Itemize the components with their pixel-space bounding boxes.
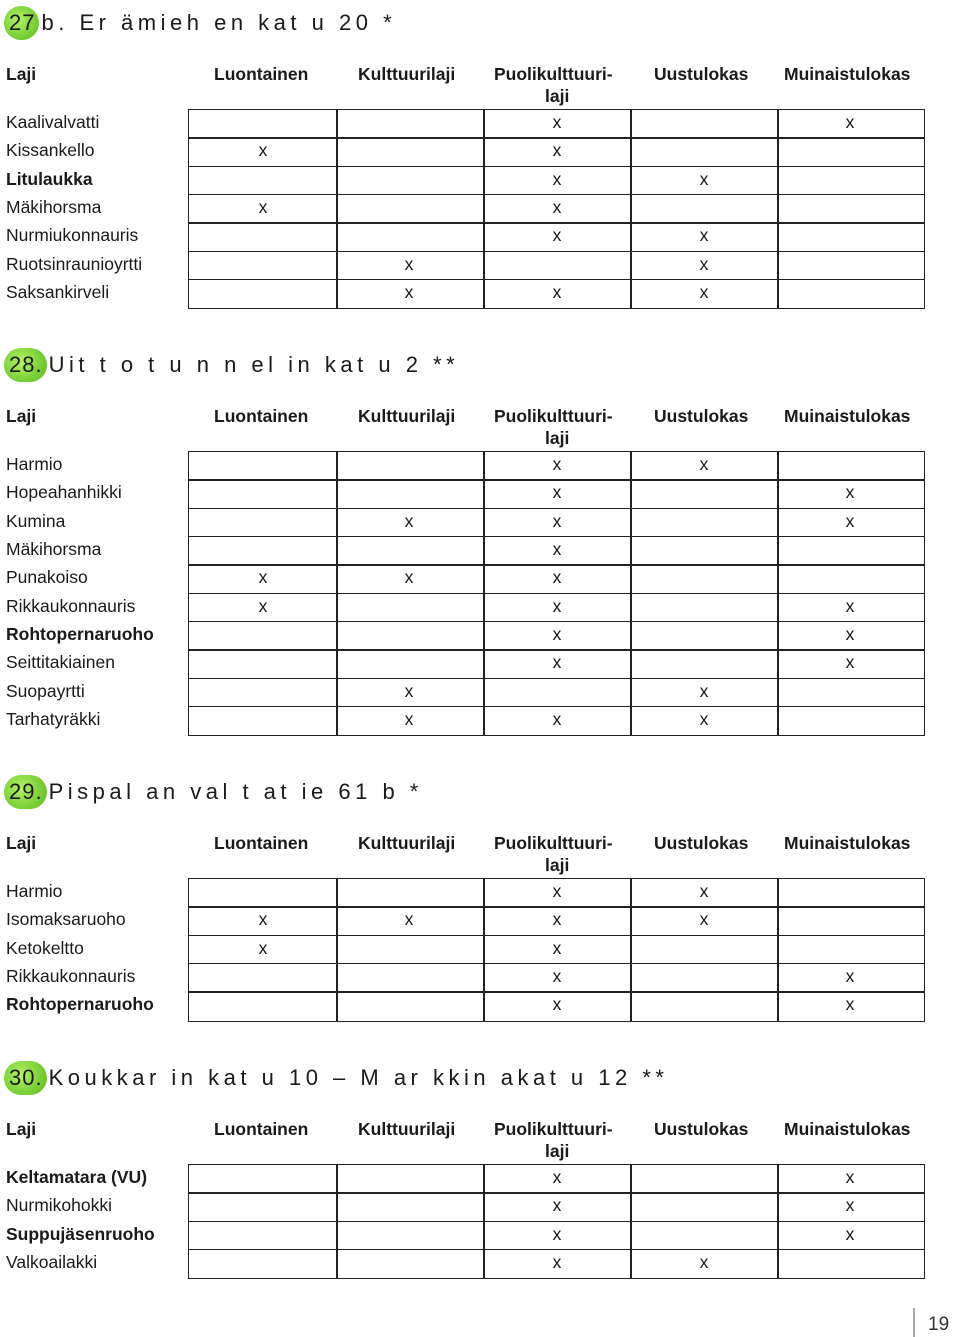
mark-cell: x [552, 196, 562, 217]
table-row [0, 564, 960, 592]
column-header: Puolikulttuuri- [494, 833, 613, 853]
section-heading [4, 5, 396, 41]
species-name: Ketokeltto [6, 937, 84, 958]
mark-cell: x [699, 454, 709, 474]
table-row [0, 279, 960, 307]
mark-cell: x [258, 595, 268, 616]
mark-cell: x [699, 909, 709, 930]
column-header: laji [545, 855, 570, 875]
mark-cell: x [845, 112, 855, 132]
column-header: Kulttuurilaji [358, 406, 456, 426]
table-row [0, 1192, 960, 1220]
mark-cell: x [404, 281, 414, 302]
column-header: Kulttuurilaji [358, 64, 456, 84]
page-number: 19 [928, 1314, 950, 1335]
column-header: Luontainen [214, 833, 309, 853]
mark-cell: x [552, 112, 562, 132]
species-name: Ruotsinraunioyrtti [6, 253, 143, 274]
section-title: Pispal an val t at ie 61 b * [48, 779, 423, 804]
column-header: Muinaistulokas [784, 64, 911, 84]
column-header: Muinaistulokas [784, 406, 911, 426]
mark-cell: x [404, 909, 414, 930]
column-header: laji [545, 428, 570, 448]
column-header: Muinaistulokas [784, 833, 911, 853]
species-name: Seittitakiainen [6, 652, 115, 673]
column-header: laji [545, 1141, 570, 1161]
species-name: Valkoailakki [6, 1251, 98, 1272]
table-row [0, 536, 960, 564]
table-row [0, 878, 960, 906]
mark-cell: x [845, 1195, 855, 1216]
table-row [0, 649, 960, 677]
mark-cell: x [699, 281, 709, 302]
column-header: Kulttuurilaji [358, 833, 456, 853]
mark-cell: x [552, 168, 562, 189]
mark-cell: x [845, 623, 855, 644]
column-header: Uustulokas [654, 833, 749, 853]
mark-cell: x [258, 567, 268, 588]
mark-cell: x [552, 454, 562, 474]
table-row [0, 706, 960, 734]
mark-cell: x [552, 140, 562, 161]
species-name: Tarhatyräkki [6, 708, 101, 729]
mark-cell: x [845, 1167, 855, 1187]
section-title: b. Er ämieh en kat u 20 * [41, 10, 397, 35]
mark-cell: x [552, 881, 562, 901]
mark-cell: x [404, 680, 414, 701]
column-header: Laji [6, 64, 37, 84]
table-row [0, 678, 960, 706]
mark-cell: x [699, 680, 709, 701]
mark-cell: x [552, 510, 562, 531]
mark-cell: x [699, 708, 709, 729]
section-heading [4, 774, 423, 810]
table-row [0, 479, 960, 507]
mark-cell: x [845, 482, 855, 503]
table-row [0, 109, 960, 137]
mark-cell: x [845, 965, 855, 986]
table-row [0, 251, 960, 279]
column-header: Laji [6, 833, 37, 853]
section-number-badge: 27 [4, 6, 39, 40]
mark-cell: x [552, 623, 562, 644]
column-header: Uustulokas [654, 1119, 749, 1139]
column-header: Muinaistulokas [784, 1119, 911, 1139]
mark-cell: x [552, 1223, 562, 1244]
mark-cell: x [699, 168, 709, 189]
page-number-divider [913, 1308, 915, 1337]
species-name: Mäkihorsma [6, 196, 102, 217]
table-row [0, 593, 960, 621]
mark-cell: x [552, 538, 562, 559]
table-row [0, 451, 960, 479]
mark-cell: x [845, 595, 855, 616]
mark-cell: x [699, 253, 709, 274]
mark-cell: x [845, 1223, 855, 1244]
species-name: Rikkaukonnauris [6, 595, 136, 616]
species-name: Punakoiso [6, 567, 88, 588]
mark-cell: x [552, 965, 562, 986]
section-heading [4, 1060, 668, 1096]
mark-cell: x [552, 1167, 562, 1187]
species-name: Kissankello [6, 140, 95, 161]
species-name: Kumina [6, 510, 66, 531]
column-header: laji [545, 86, 570, 106]
mark-cell: x [552, 482, 562, 503]
species-name: Keltamatara (VU) [6, 1167, 148, 1187]
species-name: Saksankirveli [6, 281, 110, 302]
table-row [0, 1249, 960, 1277]
table-row [0, 621, 960, 649]
species-name: Mäkihorsma [6, 538, 102, 559]
column-header: Kulttuurilaji [358, 1119, 456, 1139]
column-header: Puolikulttuuri- [494, 64, 613, 84]
mark-cell: x [552, 1251, 562, 1272]
column-header: Puolikulttuuri- [494, 1119, 613, 1139]
section-title: Uit t o t u n n el in kat u 2 ** [48, 352, 460, 377]
species-name: Rikkaukonnauris [6, 965, 136, 986]
mark-cell: x [845, 510, 855, 531]
column-header: Laji [6, 1119, 37, 1139]
table-row [0, 963, 960, 991]
mark-cell: x [552, 708, 562, 729]
table-row [0, 1164, 960, 1192]
mark-cell: x [552, 994, 562, 1015]
mark-cell: x [845, 652, 855, 673]
table-row [0, 935, 960, 963]
species-name: Litulaukka [6, 168, 93, 189]
column-header: Luontainen [214, 1119, 309, 1139]
column-header: Puolikulttuuri- [494, 406, 613, 426]
mark-cell: x [699, 225, 709, 246]
table-row [0, 906, 960, 934]
table-row [0, 1221, 960, 1249]
mark-cell: x [699, 881, 709, 901]
mark-cell: x [552, 1195, 562, 1216]
species-name: Hopeahanhikki [6, 482, 122, 503]
table-header [0, 63, 960, 109]
section-heading [4, 347, 459, 383]
table-header [0, 832, 960, 878]
species-name: Isomaksaruoho [6, 909, 126, 930]
mark-cell: x [552, 937, 562, 958]
column-header: Uustulokas [654, 64, 749, 84]
section-number-badge: 30. [4, 1061, 47, 1095]
mark-cell: x [552, 225, 562, 246]
mark-cell: x [258, 140, 268, 161]
mark-cell: x [404, 567, 414, 588]
column-header: Laji [6, 406, 37, 426]
column-header: Luontainen [214, 406, 309, 426]
species-name: Rohtopernaruoho [6, 994, 154, 1015]
table-header [0, 405, 960, 451]
mark-cell: x [404, 253, 414, 274]
mark-cell: x [699, 1251, 709, 1272]
table-row [0, 137, 960, 165]
mark-cell: x [552, 909, 562, 930]
mark-cell: x [552, 652, 562, 673]
column-header: Uustulokas [654, 406, 749, 426]
section-number-badge: 28. [4, 348, 47, 382]
species-name: Kaalivalvatti [6, 112, 100, 132]
section-title: Koukkar in kat u 10 – M ar kkin akat u 12 ** [48, 1065, 669, 1090]
table-row [0, 991, 960, 1019]
species-name: Suppujäsenruoho [6, 1223, 155, 1244]
table-row [0, 166, 960, 194]
table-row [0, 222, 960, 250]
table-row [0, 508, 960, 536]
mark-cell: x [258, 937, 268, 958]
table-header [0, 1118, 960, 1164]
mark-cell: x [552, 567, 562, 588]
species-name: Nurmiukonnauris [6, 225, 139, 246]
species-name: Nurmikohokki [6, 1195, 112, 1216]
mark-cell: x [404, 708, 414, 729]
column-header: Luontainen [214, 64, 309, 84]
species-name: Harmio [6, 454, 63, 474]
mark-cell: x [258, 196, 268, 217]
mark-cell: x [552, 595, 562, 616]
mark-cell: x [552, 281, 562, 302]
table-row [0, 194, 960, 222]
species-name: Suopayrtti [6, 680, 85, 701]
section-number-badge: 29. [4, 775, 47, 809]
species-name: Rohtopernaruoho [6, 623, 154, 644]
mark-cell: x [404, 510, 414, 531]
mark-cell: x [845, 994, 855, 1015]
species-name: Harmio [6, 881, 63, 901]
mark-cell: x [258, 909, 268, 930]
